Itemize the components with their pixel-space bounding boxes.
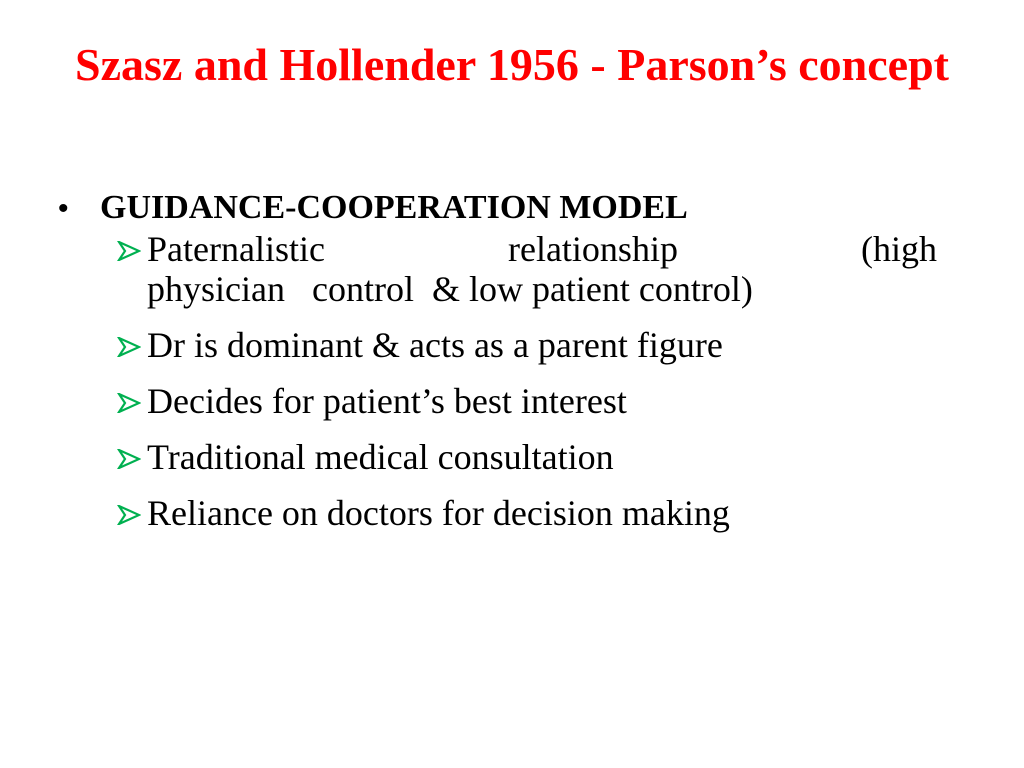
sub-bullet-item [113,229,958,309]
sub-bullet-line2: physician control & low patient control) [147,269,753,309]
sub-bullet-word: relationship [507,229,678,269]
sub-bullet-item [113,493,958,533]
sub-bullet-text: Decides for patient’s best interest [147,381,627,421]
sub-bullet-word: (high [860,229,937,269]
sub-bullet-item [113,437,958,477]
green-arrow-icon [117,337,141,357]
bullet-heading: GUIDANCE-COOPERATION MODEL [100,189,688,226]
sub-bullet-text: Dr is dominant & acts as a parent figure [147,325,723,365]
slide-content [58,188,958,549]
green-arrow-icon [117,449,141,469]
sub-bullet-list [113,229,958,533]
sub-bullet-text: Traditional medical consultation [147,437,614,477]
green-arrow-icon [117,393,141,413]
green-arrow-icon [117,505,141,525]
green-arrow-icon [117,241,141,261]
bullet-dot-icon: • [58,192,69,225]
sub-bullet-text: Reliance on doctors for decision making [147,493,730,533]
sub-bullet-item [113,325,958,365]
main-bullet [58,188,958,229]
sub-bullet-item [113,381,958,421]
sub-bullet-word: Paternalistic [147,229,325,269]
sub-bullet-line1 [147,229,937,269]
slide-title: Szasz and Hollender 1956 - Parson’s concept [75,39,949,90]
